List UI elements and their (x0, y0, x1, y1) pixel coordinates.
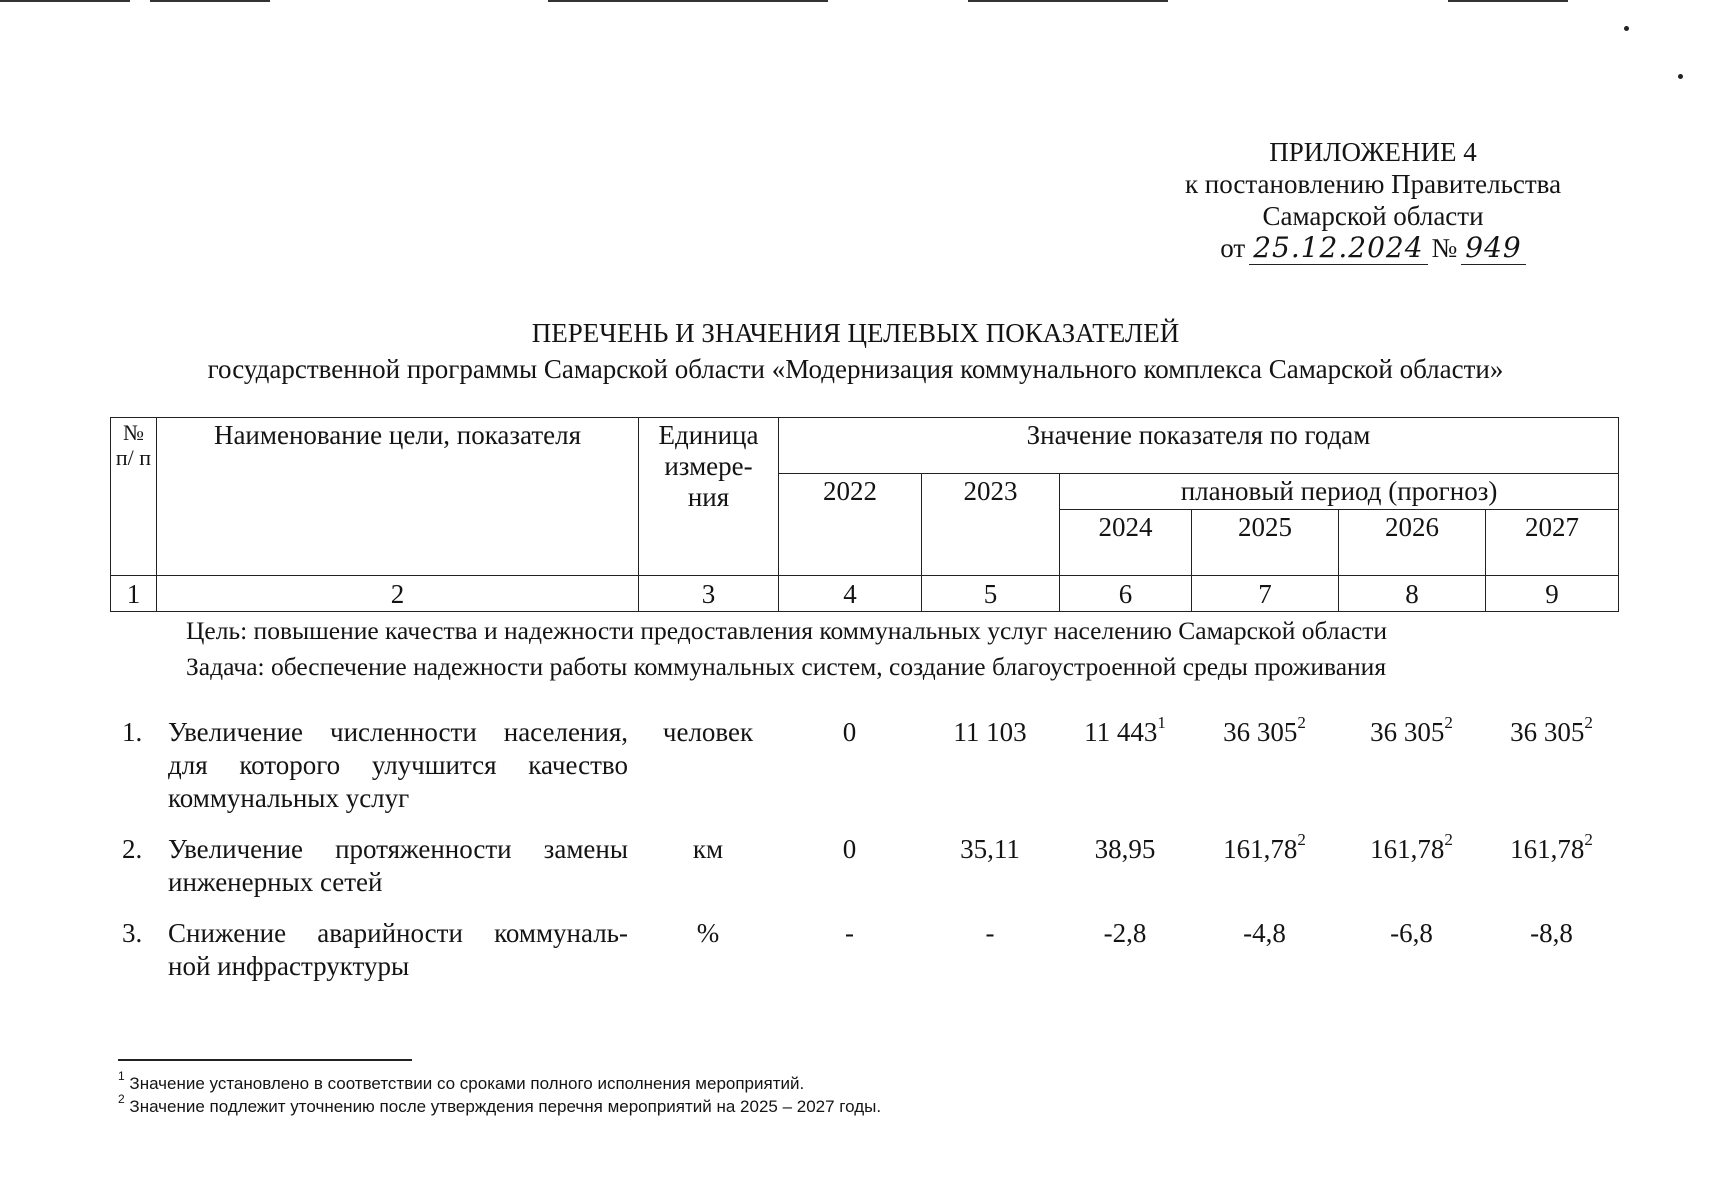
column-number: 5 (922, 576, 1060, 612)
appendix-line-2: Самарской области (1262, 201, 1484, 231)
header-col-number: № п/ п (111, 418, 157, 576)
value-cell: 35,11 (960, 834, 1020, 864)
appendix-block (1163, 136, 1583, 265)
column-number: 3 (639, 576, 779, 612)
header-col-unit: Единица измере- ния (639, 418, 779, 576)
indicator-name: Увеличение протяженности замены инженерных сетей (168, 834, 628, 897)
value-cell: 38,95 (1094, 834, 1156, 864)
header-planned-period: плановый период (прогноз) (1060, 474, 1619, 510)
footnote: $^1$ Значение установлено в соответствии со сроками полного исполнения мероприятий. (118, 1069, 805, 1093)
column-number: 6 (1060, 576, 1192, 612)
number-label: № (1431, 233, 1458, 263)
column-number: 1 (111, 576, 157, 612)
footnote-divider (118, 1059, 412, 1061)
indicator-name: Увеличение численности населения, для которого улучшится качество коммунальных услуг (168, 717, 628, 813)
value-cell: 11 103 (953, 717, 1027, 747)
header-year: 2025 (1192, 510, 1339, 576)
footnote: $^2$ Значение подлежит уточнению после утверждения перечня мероприятий на 2025 – 2027 годы. (118, 1092, 882, 1116)
value-cell: -8,8 (1530, 918, 1573, 948)
scan-artifact-line (548, 0, 828, 2)
header-year: 2022 (779, 474, 922, 576)
value-cell: 0 (842, 717, 857, 747)
appendix-date-line (1163, 232, 1583, 265)
header-year: 2023 (922, 474, 1060, 576)
value-cell: -2,8 (1103, 918, 1147, 948)
indicator-unit: человек (662, 717, 754, 747)
header-year: 2026 (1339, 510, 1486, 576)
task-statement: Задача: обеспечение надежности работы коммунальных систем, создание благоустроенной среды проживания (186, 652, 1387, 681)
row-index: 1. (122, 717, 143, 747)
footnotes (118, 1069, 882, 1118)
header-col-name: Наименование цели, показателя (157, 418, 639, 576)
scan-artifact-line (0, 0, 130, 2)
value-cell: 161,78$^2$ (1510, 830, 1593, 864)
handwritten-number: 949 (1461, 232, 1525, 265)
value-cell: - (845, 918, 854, 948)
value-cell: 11 $443^1$ (1084, 713, 1166, 747)
from-label: от (1220, 233, 1246, 263)
goal-statement: Цель: повышение качества и надежности предоставления коммунальных услуг населению Самарской области (186, 616, 1388, 645)
value-cell: 36 $305^2$ (1223, 713, 1306, 747)
handwritten-date: 25.12.2024 (1249, 232, 1427, 265)
value-cell: -4,8 (1243, 918, 1286, 948)
column-number: 7 (1192, 576, 1339, 612)
column-number: 8 (1339, 576, 1486, 612)
document-title: ПЕРЕЧЕНЬ И ЗНАЧЕНИЯ ЦЕЛЕВЫХ ПОКАЗАТЕЛЕЙ (531, 318, 1180, 348)
scan-artifact-line (150, 0, 270, 2)
column-number: 4 (779, 576, 922, 612)
appendix-title: ПРИЛОЖЕНИЕ 4 (1269, 137, 1477, 167)
header-year: 2024 (1060, 510, 1192, 576)
appendix-line-1: к постановлению Правительства (1184, 169, 1562, 199)
value-cell: -6,8 (1390, 918, 1433, 948)
scan-artifact-speck (1624, 26, 1629, 31)
column-number: 9 (1486, 576, 1619, 612)
scan-artifact-speck (1678, 74, 1683, 79)
document-subtitle: государственной программы Самарской области «Модернизация коммунального комплекса Самарской области» (207, 354, 1504, 384)
value-cell: 36 $305^2$ (1370, 713, 1453, 747)
value-cell: 161,78$^2$ (1223, 830, 1306, 864)
value-cell: 0 (842, 834, 857, 864)
indicator-name: Снижение аварийности коммуналь- ной инфраструктуры (168, 918, 628, 981)
scan-artifact-line (968, 0, 1168, 2)
row-index: 2. (122, 834, 143, 864)
value-cell: 36 $305^2$ (1510, 713, 1593, 747)
header-col-values: Значение показателя по годам (779, 418, 1619, 474)
value-cell: 161,78$^2$ (1370, 830, 1453, 864)
indicators-header-table (110, 417, 1619, 612)
scan-artifact-line (1448, 0, 1568, 2)
indicator-unit: км (692, 834, 724, 864)
header-year: 2027 (1486, 510, 1619, 576)
value-cell: - (985, 918, 995, 948)
column-number: 2 (157, 576, 639, 612)
row-index: 3. (122, 918, 143, 948)
indicator-unit: % (696, 918, 720, 948)
